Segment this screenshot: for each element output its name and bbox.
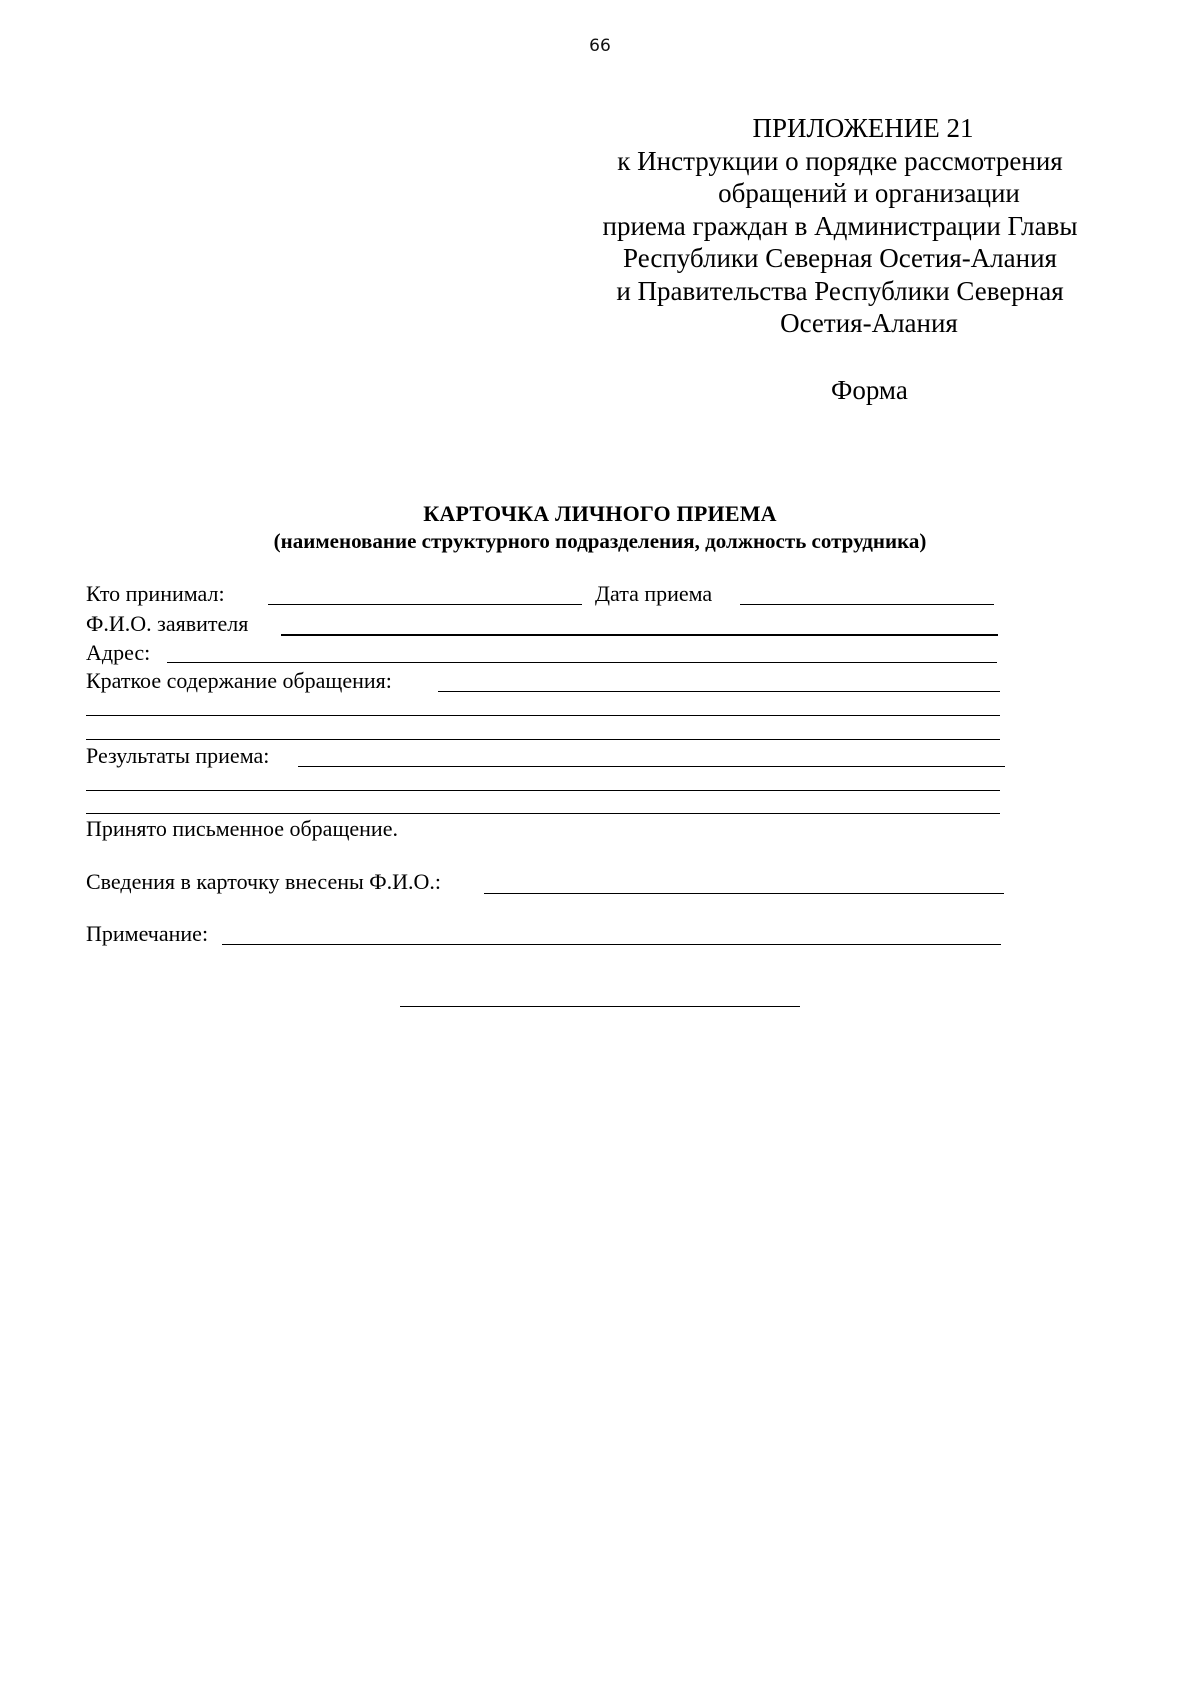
entered-by-field[interactable]	[484, 893, 1004, 894]
separator-line	[400, 1006, 800, 1007]
appendix-line: приема граждан в Администрации Главы	[602, 210, 1078, 241]
note-field[interactable]	[222, 944, 1001, 945]
reception-date-field[interactable]	[740, 604, 994, 605]
received-by-label: Кто принимал:	[86, 581, 225, 606]
appendix-heading: ПРИЛОЖЕНИЕ 21	[752, 113, 974, 143]
written-accepted-text: Принято письменное обращение.	[86, 816, 398, 841]
appendix-line: к Инструкции о порядке рассмотрения	[617, 145, 1063, 176]
card-subtitle: (наименование структурного подразделения, должность сотрудника)	[273, 529, 927, 553]
results-field[interactable]	[298, 766, 1005, 767]
appendix-block	[570, 112, 1110, 340]
appendix-line: и Правительства Республики Северная	[616, 275, 1064, 306]
summary-label: Краткое содержание обращения:	[86, 668, 392, 693]
form-label: Форма	[831, 375, 908, 405]
card-title: КАРТОЧКА ЛИЧНОГО ПРИЕМА	[423, 501, 777, 526]
applicant-name-label: Ф.И.О. заявителя	[86, 611, 249, 636]
appendix-line: Республики Северная Осетия-Алания	[623, 243, 1057, 273]
appendix-line: Осетия-Алания	[780, 308, 958, 338]
results-line[interactable]	[86, 790, 1000, 791]
note-label: Примечание:	[86, 921, 209, 946]
results-line[interactable]	[86, 813, 1000, 814]
address-label: Адрес:	[86, 640, 151, 665]
address-field[interactable]	[167, 662, 997, 663]
summary-field[interactable]	[438, 691, 1000, 692]
results-label: Результаты приема:	[86, 743, 270, 768]
page-number: 66	[589, 36, 611, 56]
entered-by-label: Сведения в карточку внесены Ф.И.О.:	[86, 869, 442, 894]
applicant-name-field[interactable]	[281, 634, 998, 636]
reception-date-label: Дата приема	[595, 581, 713, 606]
summary-line[interactable]	[86, 715, 1000, 716]
appendix-line: обращений и организации	[718, 178, 1020, 208]
received-by-field[interactable]	[268, 604, 582, 605]
summary-line[interactable]	[86, 739, 1000, 740]
